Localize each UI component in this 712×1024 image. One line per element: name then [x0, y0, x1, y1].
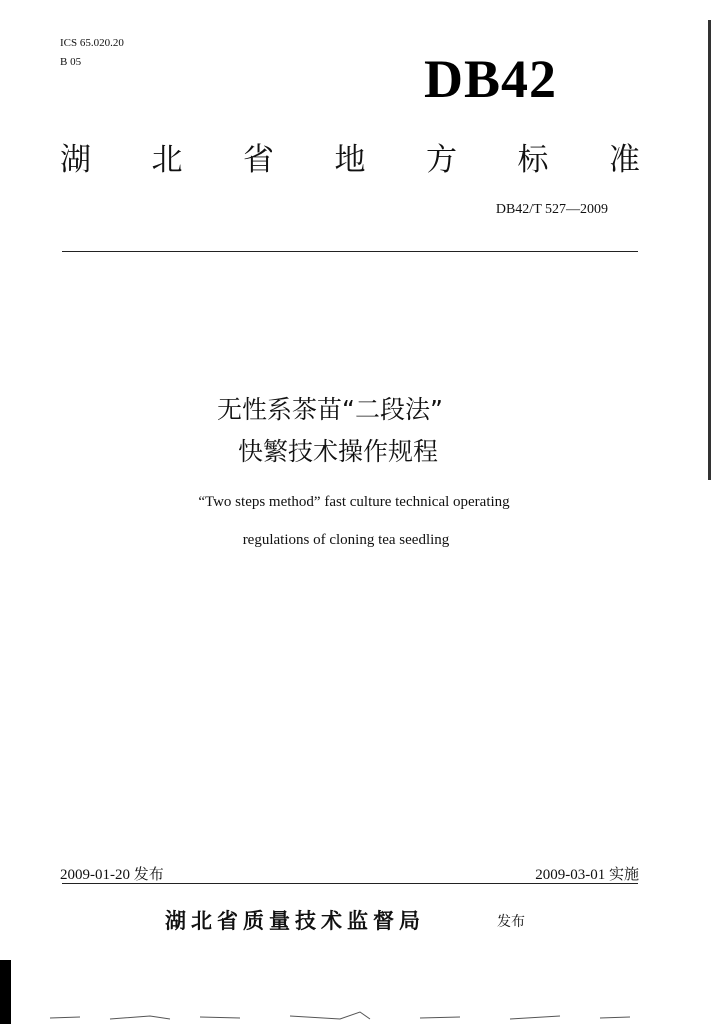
standard-number: DB42/T 527—2009 [495, 202, 608, 217]
standard-type-char: 标 [517, 142, 549, 178]
standard-type-char: 地 [334, 142, 366, 178]
classification-code: B 05 [60, 56, 82, 68]
standard-type-char: 北 [151, 142, 183, 178]
english-title-line-1: “Two steps method” fast culture technical operating [198, 494, 510, 510]
scan-noise-strip [40, 1008, 640, 1022]
footer-divider [62, 883, 638, 884]
header-divider [62, 251, 638, 252]
standard-type-char: 准 [609, 142, 640, 178]
standard-type-title [60, 134, 640, 179]
standard-type-char: 湖 [60, 142, 91, 178]
issue-date: 2009-01-20 发布 [60, 867, 164, 883]
chinese-title-line-2: 快繁技术操作规程 [237, 437, 438, 466]
ics-code: ICS 65.020.20 [60, 37, 124, 49]
implementation-date: 2009-03-01 实施 [535, 867, 639, 883]
standard-type-char: 方 [426, 142, 457, 178]
db42-logo: DB42 [424, 49, 558, 109]
standard-type-char: 省 [243, 142, 274, 178]
publisher-suffix: 发布 [497, 914, 525, 930]
publisher-name: 湖北省质量技术监督局 [165, 909, 425, 933]
chinese-title-line-1: 无性系茶苗“二段法” [217, 395, 443, 424]
scan-edge-left [0, 960, 11, 1024]
scan-edge-right [708, 20, 711, 480]
english-title-line-2: regulations of cloning tea seedling [242, 532, 450, 548]
